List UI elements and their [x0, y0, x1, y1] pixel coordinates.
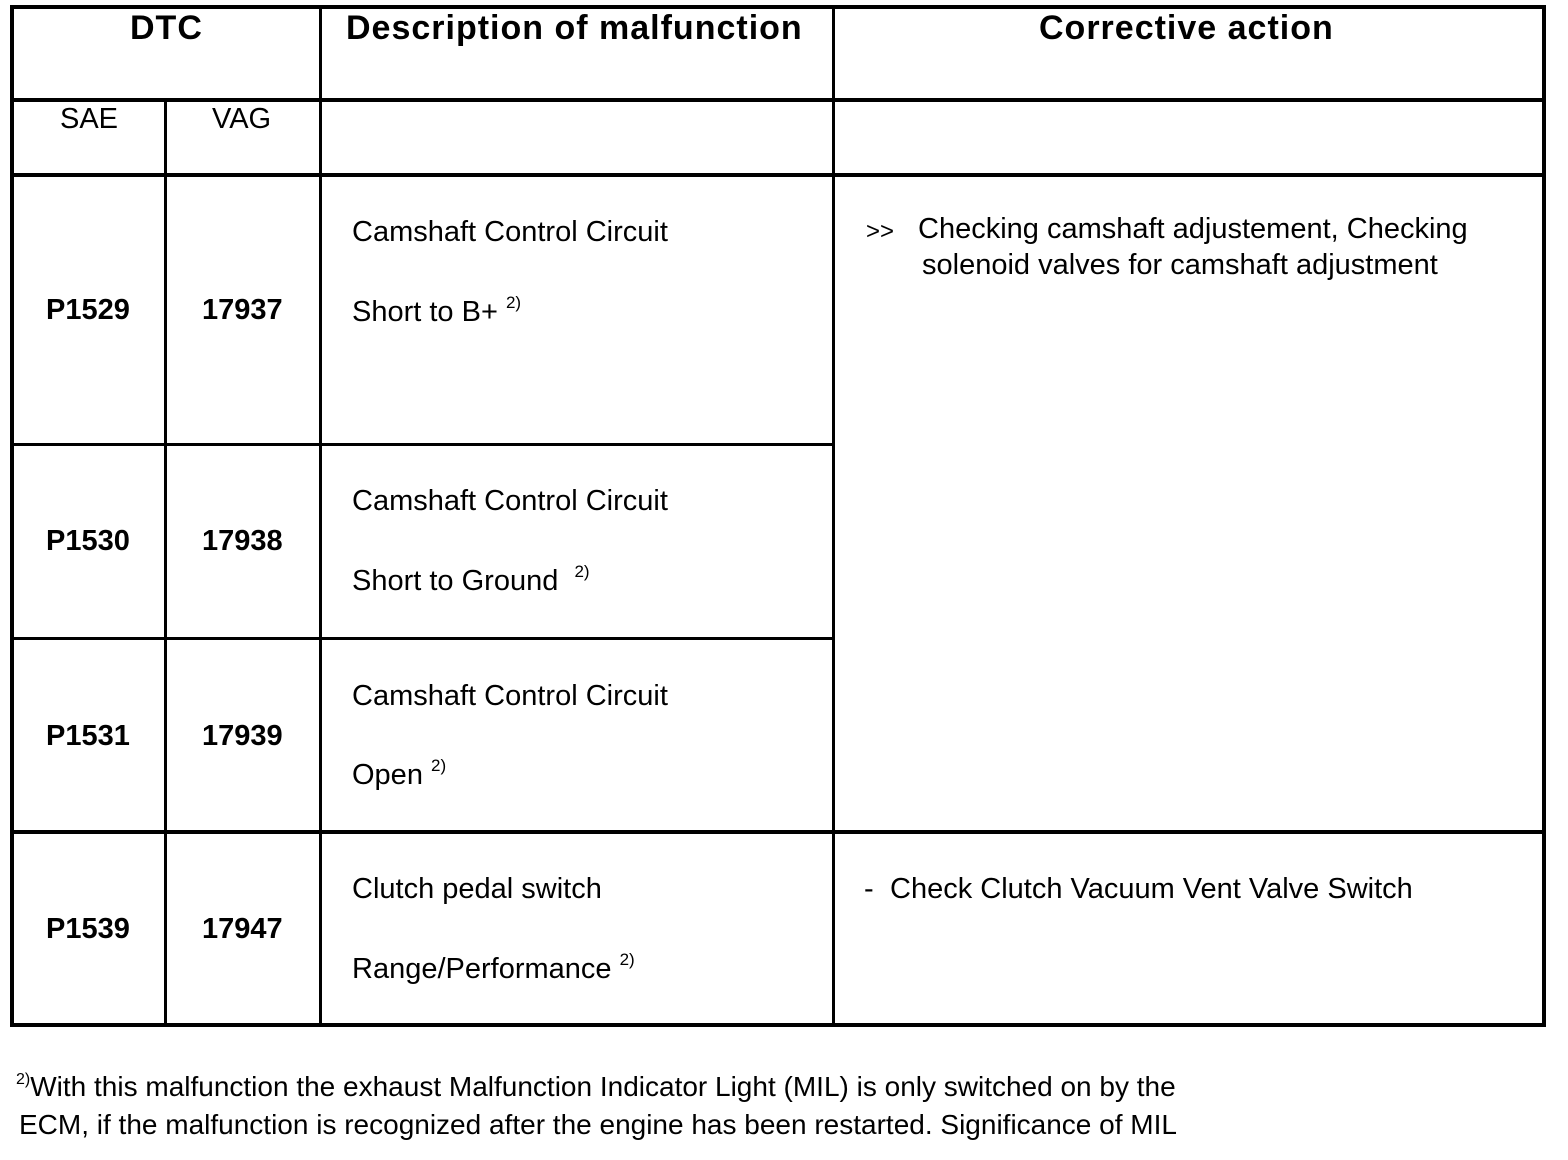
header-description: Description of malfunction	[346, 9, 803, 47]
row2-description-text: Short to Ground	[352, 565, 559, 597]
divider-sae-vag	[164, 99, 167, 1025]
footnote-text-line2: ECM, if the malfunction is recognized after the engine has been restarted. Significance of MIL	[19, 1109, 1177, 1140]
row3-description-line2	[352, 758, 446, 792]
table-border-left	[10, 5, 14, 1027]
row3-description-line1: Camshaft Control Circuit	[352, 680, 668, 712]
footnote-text-line1: With this malfunction the exhaust Malfunction Indicator Light (MIL) is only switched on by the	[30, 1071, 1176, 1102]
header-corrective-action: Corrective action	[1039, 9, 1334, 47]
row2-description-line1: Camshaft Control Circuit	[352, 485, 668, 517]
row4-description-line2	[352, 952, 635, 986]
row4-vag-code: 17947	[202, 913, 283, 945]
row2-sae-code: P1530	[46, 525, 130, 557]
row4-description-text: Range/Performance	[352, 953, 612, 985]
subheader-vag: VAG	[212, 103, 272, 135]
row1-description-line2	[352, 295, 521, 329]
table-border-right	[1542, 5, 1546, 1027]
footnote-marker: 2)	[16, 1071, 31, 1088]
row4-description-line1: Clutch pedal switch	[352, 873, 602, 905]
footnote-line1	[16, 1070, 1176, 1104]
header-dtc: DTC	[130, 9, 203, 47]
action-camshaft-prefix: >>	[866, 218, 895, 245]
row3-description-text: Open	[352, 759, 423, 791]
row3-footnote-marker: 2)	[431, 756, 447, 775]
row3-vag-code: 17939	[202, 720, 283, 752]
action-clutch-prefix: -	[864, 873, 874, 905]
divider-vag-desc	[319, 5, 322, 1025]
row2-description-line2	[352, 564, 590, 598]
row1-description-line1: Camshaft Control Circuit	[352, 216, 668, 248]
action-clutch-text: Check Clutch Vacuum Vent Valve Switch	[890, 873, 1413, 905]
divider-row2	[10, 637, 835, 640]
row3-sae-code: P1531	[46, 720, 130, 752]
subheader-sae: SAE	[60, 103, 119, 135]
action-camshaft-line2: solenoid valves for camshaft adjustment	[922, 249, 1438, 281]
table-border-bottom	[10, 1023, 1546, 1027]
row4-footnote-marker: 2)	[619, 950, 635, 969]
row1-description-text: Short to B+	[352, 296, 498, 328]
row1-footnote-marker: 2)	[505, 293, 522, 312]
row2-footnote-marker: 2)	[574, 562, 590, 581]
action-camshaft-line1: Checking camshaft adjustement, Checking	[918, 213, 1468, 245]
divider-row1	[10, 443, 835, 446]
row4-sae-code: P1539	[46, 913, 130, 945]
row1-vag-code: 17937	[202, 294, 283, 326]
divider-desc-action	[832, 5, 835, 1025]
divider-subheader	[10, 173, 1546, 177]
row1-sae-code: P1529	[46, 294, 130, 326]
footnote-line2	[19, 1108, 1177, 1142]
row2-vag-code: 17938	[202, 525, 283, 557]
divider-row3	[10, 830, 1546, 834]
